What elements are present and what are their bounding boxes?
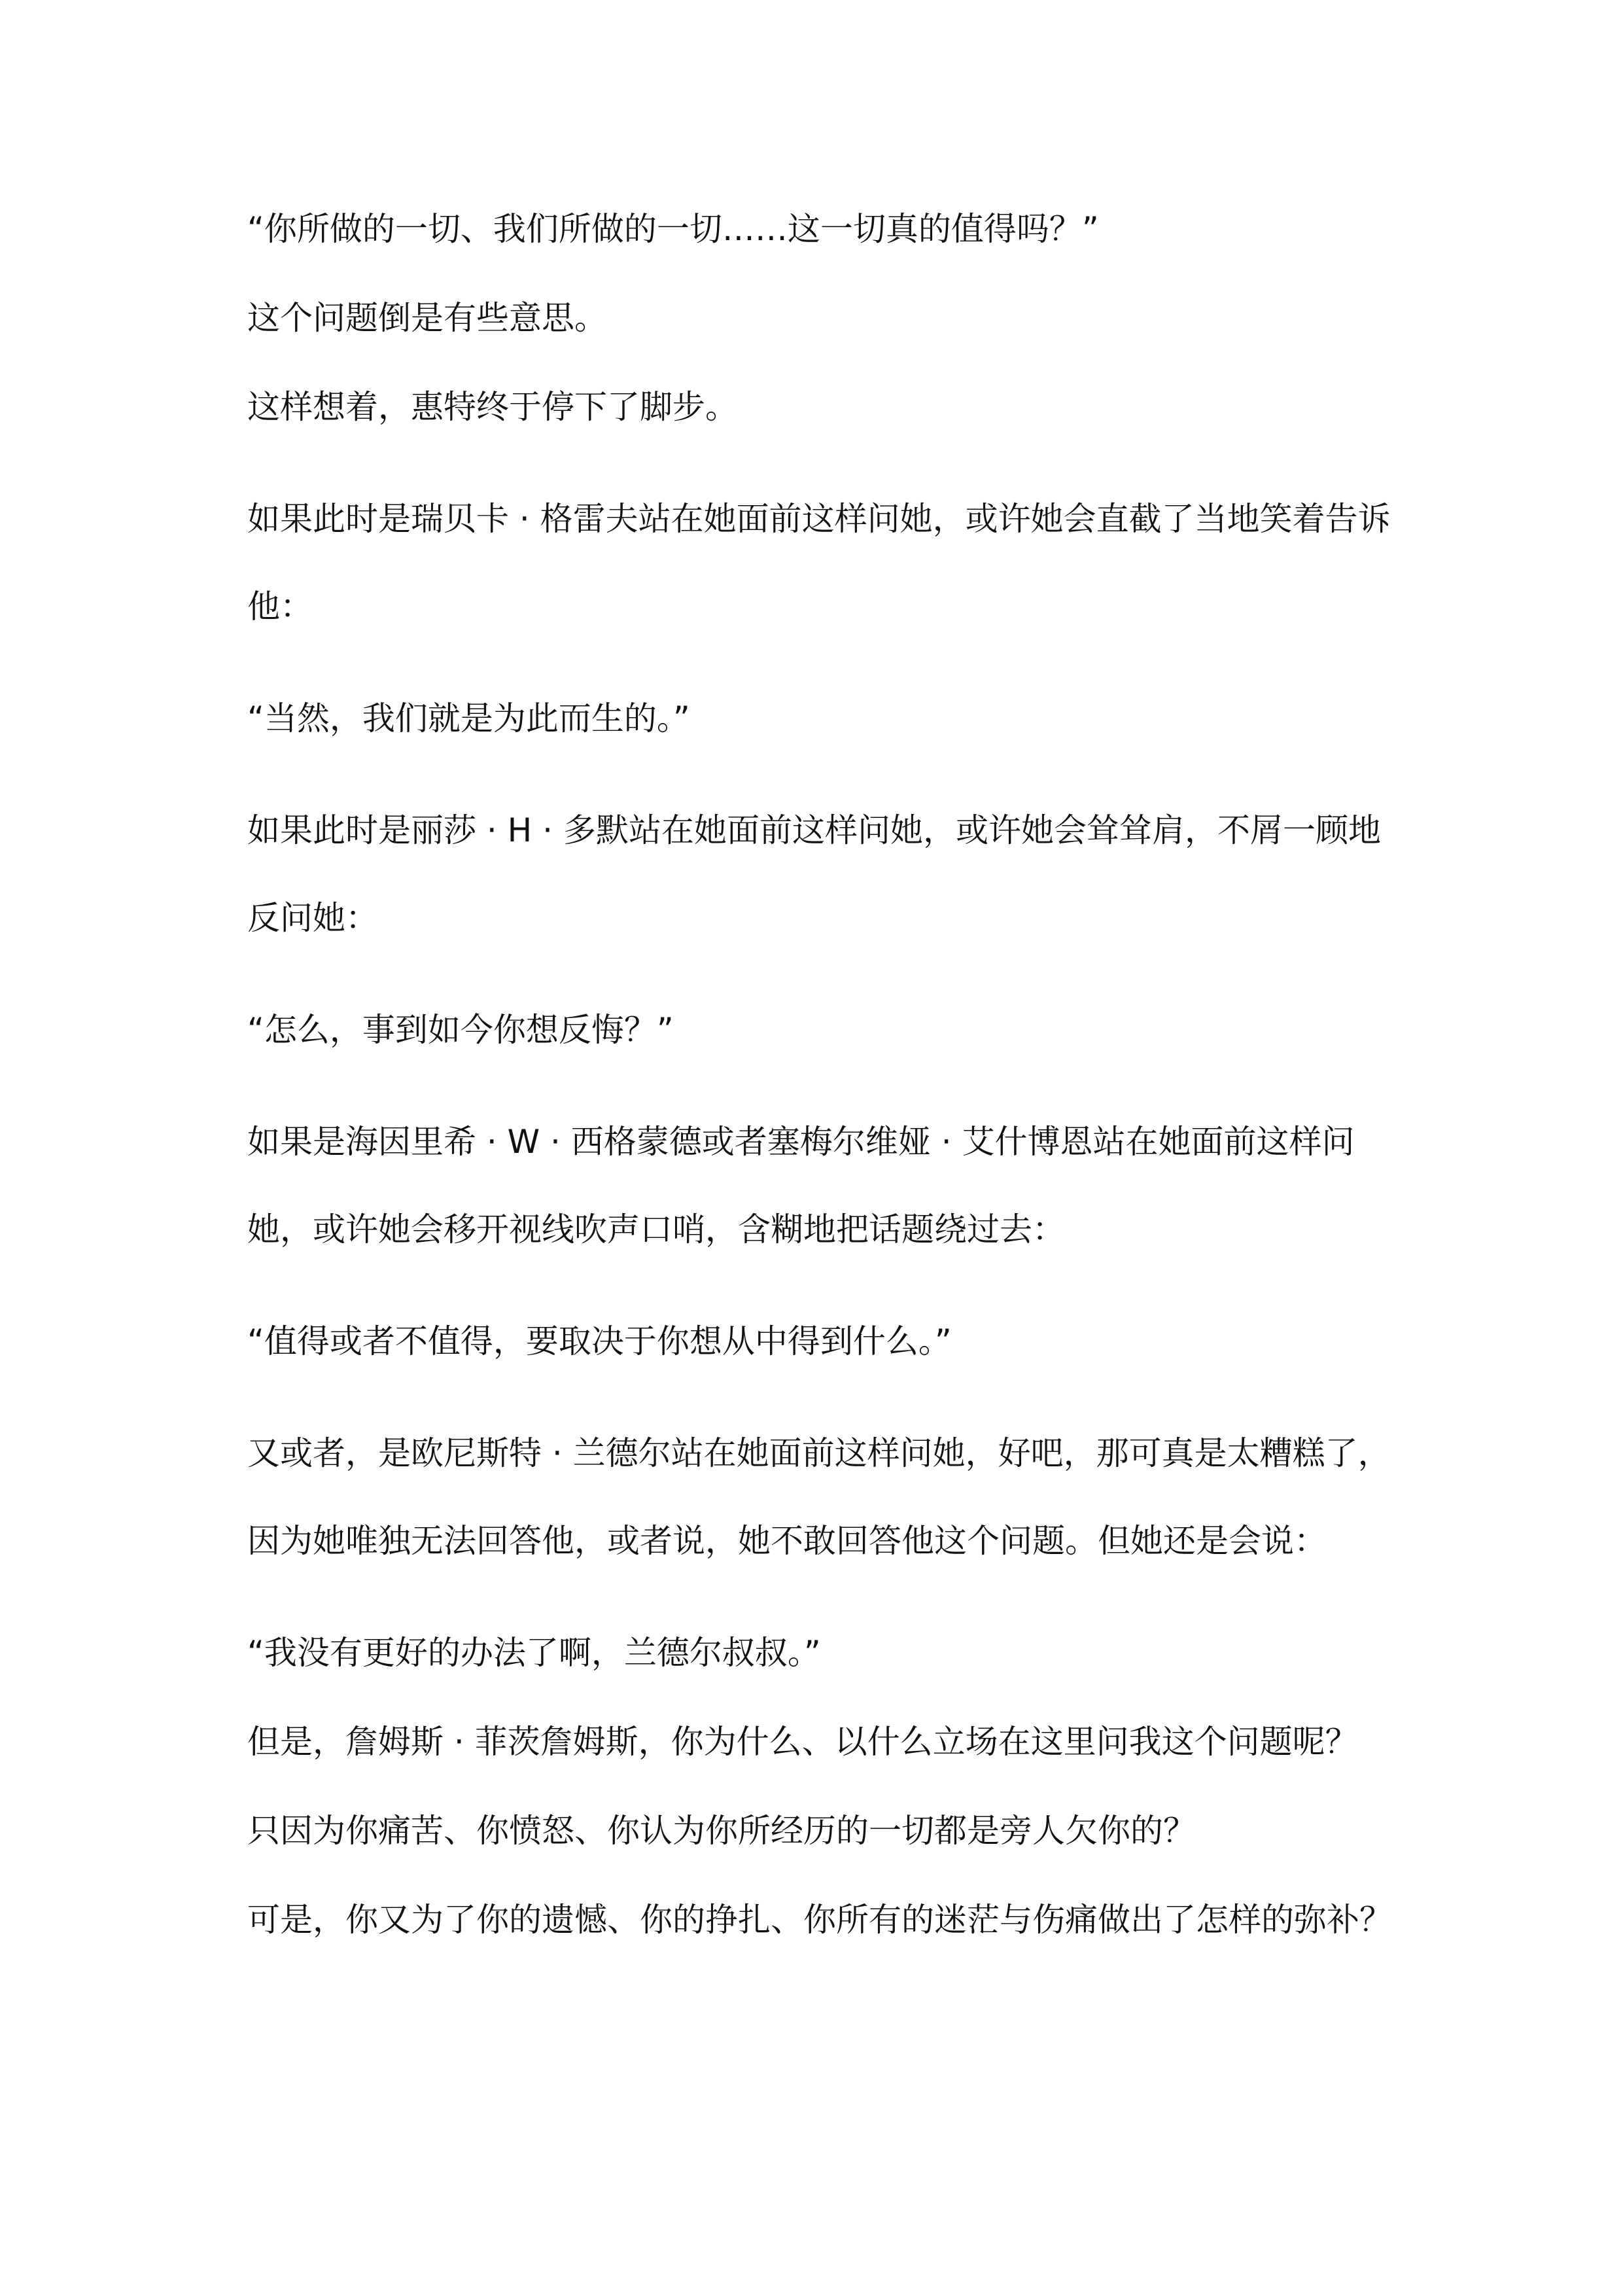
body-text: [247, 208, 1399, 1988]
paragraph-6: 如果此时是丽莎 · H · 多默站在她面前这样问她，或许她会耸耸肩，不屑一顾地反问她：: [247, 811, 1381, 937]
paragraph-2: 这个问题倒是有些意思。: [247, 299, 607, 337]
paragraph-11: “我没有更好的办法了啊，兰德尔叔叔。”: [247, 1634, 821, 1672]
paragraph-12: 但是，詹姆斯 · 菲茨詹姆斯，你为什么、以什么立场在这里问我这个问题呢？: [247, 1723, 1358, 1761]
paragraph-9: “值得或者不值得，要取决于你想从中得到什么。”: [247, 1322, 952, 1360]
paragraph-13: 只因为你痛苦、你愤怒、你认为你所经历的一切都是旁人欠你的？: [247, 1812, 1196, 1850]
paragraph-7: “怎么，事到如今你想反悔？”: [247, 1011, 674, 1049]
paragraph-14: 可是，你又为了你的遗憾、你的挣扎、你所有的迷茫与伤痛做出了怎样的弥补？: [247, 1901, 1392, 1939]
paragraph-4: 如果此时是瑞贝卡 · 格雷夫站在她面前这样问她，或许她会直截了当地笑着告诉他：: [247, 500, 1391, 626]
paragraph-1: “你所做的一切、我们所做的一切……这一切真的值得吗？”: [247, 210, 1099, 248]
paragraph-3: 这样想着，惠特终于停下了脚步。: [247, 388, 738, 426]
paragraph-10: 又或者，是欧尼斯特 · 兰德尔站在她面前这样问她，好吧，那可真是太糟糕了，因为她唯独无法回答他，或者说，她不敢回答他这个问题。但她还是会说：: [247, 1434, 1391, 1560]
paragraph-5: “当然，我们就是为此而生的。”: [247, 699, 690, 737]
paragraph-8: 如果是海因里希 · W · 西格蒙德或者塞梅尔维娅 · 艾什博恩站在她面前这样问她，或许她会移开视线吹声口哨，含糊地把话题绕过去：: [247, 1123, 1355, 1248]
